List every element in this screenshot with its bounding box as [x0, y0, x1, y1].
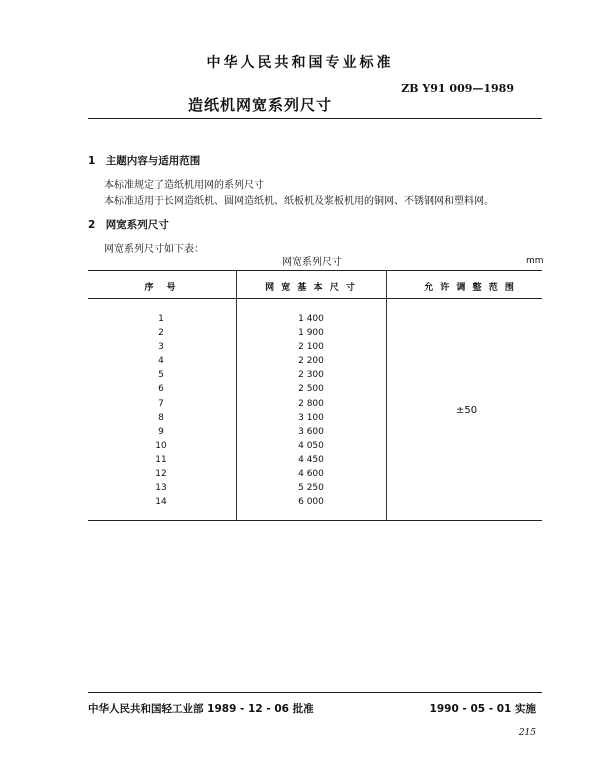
table-row-serial: 11 — [155, 454, 167, 465]
page-number: 215 — [518, 728, 536, 738]
table-row-width: 2 100 — [298, 342, 324, 353]
section-2-heading: 2 网宽系列尺寸 — [88, 219, 169, 231]
issuing-organization: 中华人民共和国专业标准 — [206, 55, 394, 71]
section-2-paragraph-1: 网宽系列尺寸如下表： — [104, 244, 204, 255]
header-tolerance: 允 许 调 整 范 围 — [424, 283, 516, 293]
table-row-serial: 3 — [158, 342, 164, 353]
basic-width-column — [240, 312, 382, 509]
table-header-rule — [88, 298, 542, 299]
table-top-rule — [88, 270, 542, 271]
table-row-serial: 13 — [155, 483, 167, 494]
table-row-serial: 9 — [158, 426, 164, 437]
table-row-serial: 4 — [158, 356, 164, 367]
approval-line: 中华人民共和国轻工业部 1989 - 12 - 06 批准 — [88, 703, 314, 715]
effective-date: 1990 - 05 - 01 实施 — [429, 703, 536, 715]
table-row-serial: 7 — [158, 398, 164, 409]
footer-rule — [88, 692, 542, 693]
table-row-width: 2 300 — [298, 370, 324, 381]
table-caption: 网宽系列尺寸 — [282, 257, 342, 268]
header-rule — [88, 118, 542, 119]
header-serial-number: 序 号 — [144, 283, 178, 293]
tolerance-value: ±50 — [456, 405, 478, 416]
table-row-serial: 1 — [158, 314, 164, 324]
table-column-divider-1 — [236, 270, 237, 520]
table-row-serial: 14 — [155, 497, 167, 508]
section-1-paragraph-2: 本标准适用于长网造纸机、圆网造纸机、纸板机及浆板机用的铜网、不锈钢网和塑料网。 — [104, 196, 494, 207]
table-row-width: 4 050 — [298, 440, 324, 451]
table-row-width: 3 600 — [298, 426, 324, 437]
table-row-serial: 10 — [155, 440, 167, 451]
table-row-width: 2 800 — [298, 398, 324, 409]
section-1-paragraph-1: 本标准规定了造纸机用网的系列尺寸 — [104, 180, 264, 191]
table-row-width: 4 450 — [298, 454, 324, 465]
table-row-serial: 12 — [155, 469, 167, 480]
table-row-width: 2 500 — [298, 384, 324, 395]
document-title: 造纸机网宽系列尺寸 — [188, 96, 333, 114]
table-bottom-rule — [88, 520, 542, 521]
table-row-width: 1 400 — [298, 314, 324, 324]
table-row-serial: 8 — [158, 412, 164, 423]
table-row-serial: 6 — [158, 384, 164, 395]
table-row-width: 6 000 — [298, 497, 324, 508]
table-column-divider-2 — [386, 270, 387, 520]
table-row-width: 2 200 — [298, 356, 324, 367]
serial-number-column — [100, 312, 222, 509]
standard-code: ZB Y91 009—1989 — [401, 82, 514, 95]
section-1-heading: 1 主题内容与适用范围 — [88, 155, 201, 167]
table-row-width: 5 250 — [298, 483, 324, 494]
table-row-width: 3 100 — [298, 412, 324, 423]
table-row-width: 4 600 — [298, 469, 324, 480]
table-row-serial: 2 — [158, 328, 164, 339]
table-row-serial: 5 — [158, 370, 164, 381]
table-row-width: 1 900 — [298, 328, 324, 339]
table-unit: mm — [526, 256, 544, 266]
header-basic-width: 网 宽 基 本 尺 寸 — [265, 283, 357, 293]
